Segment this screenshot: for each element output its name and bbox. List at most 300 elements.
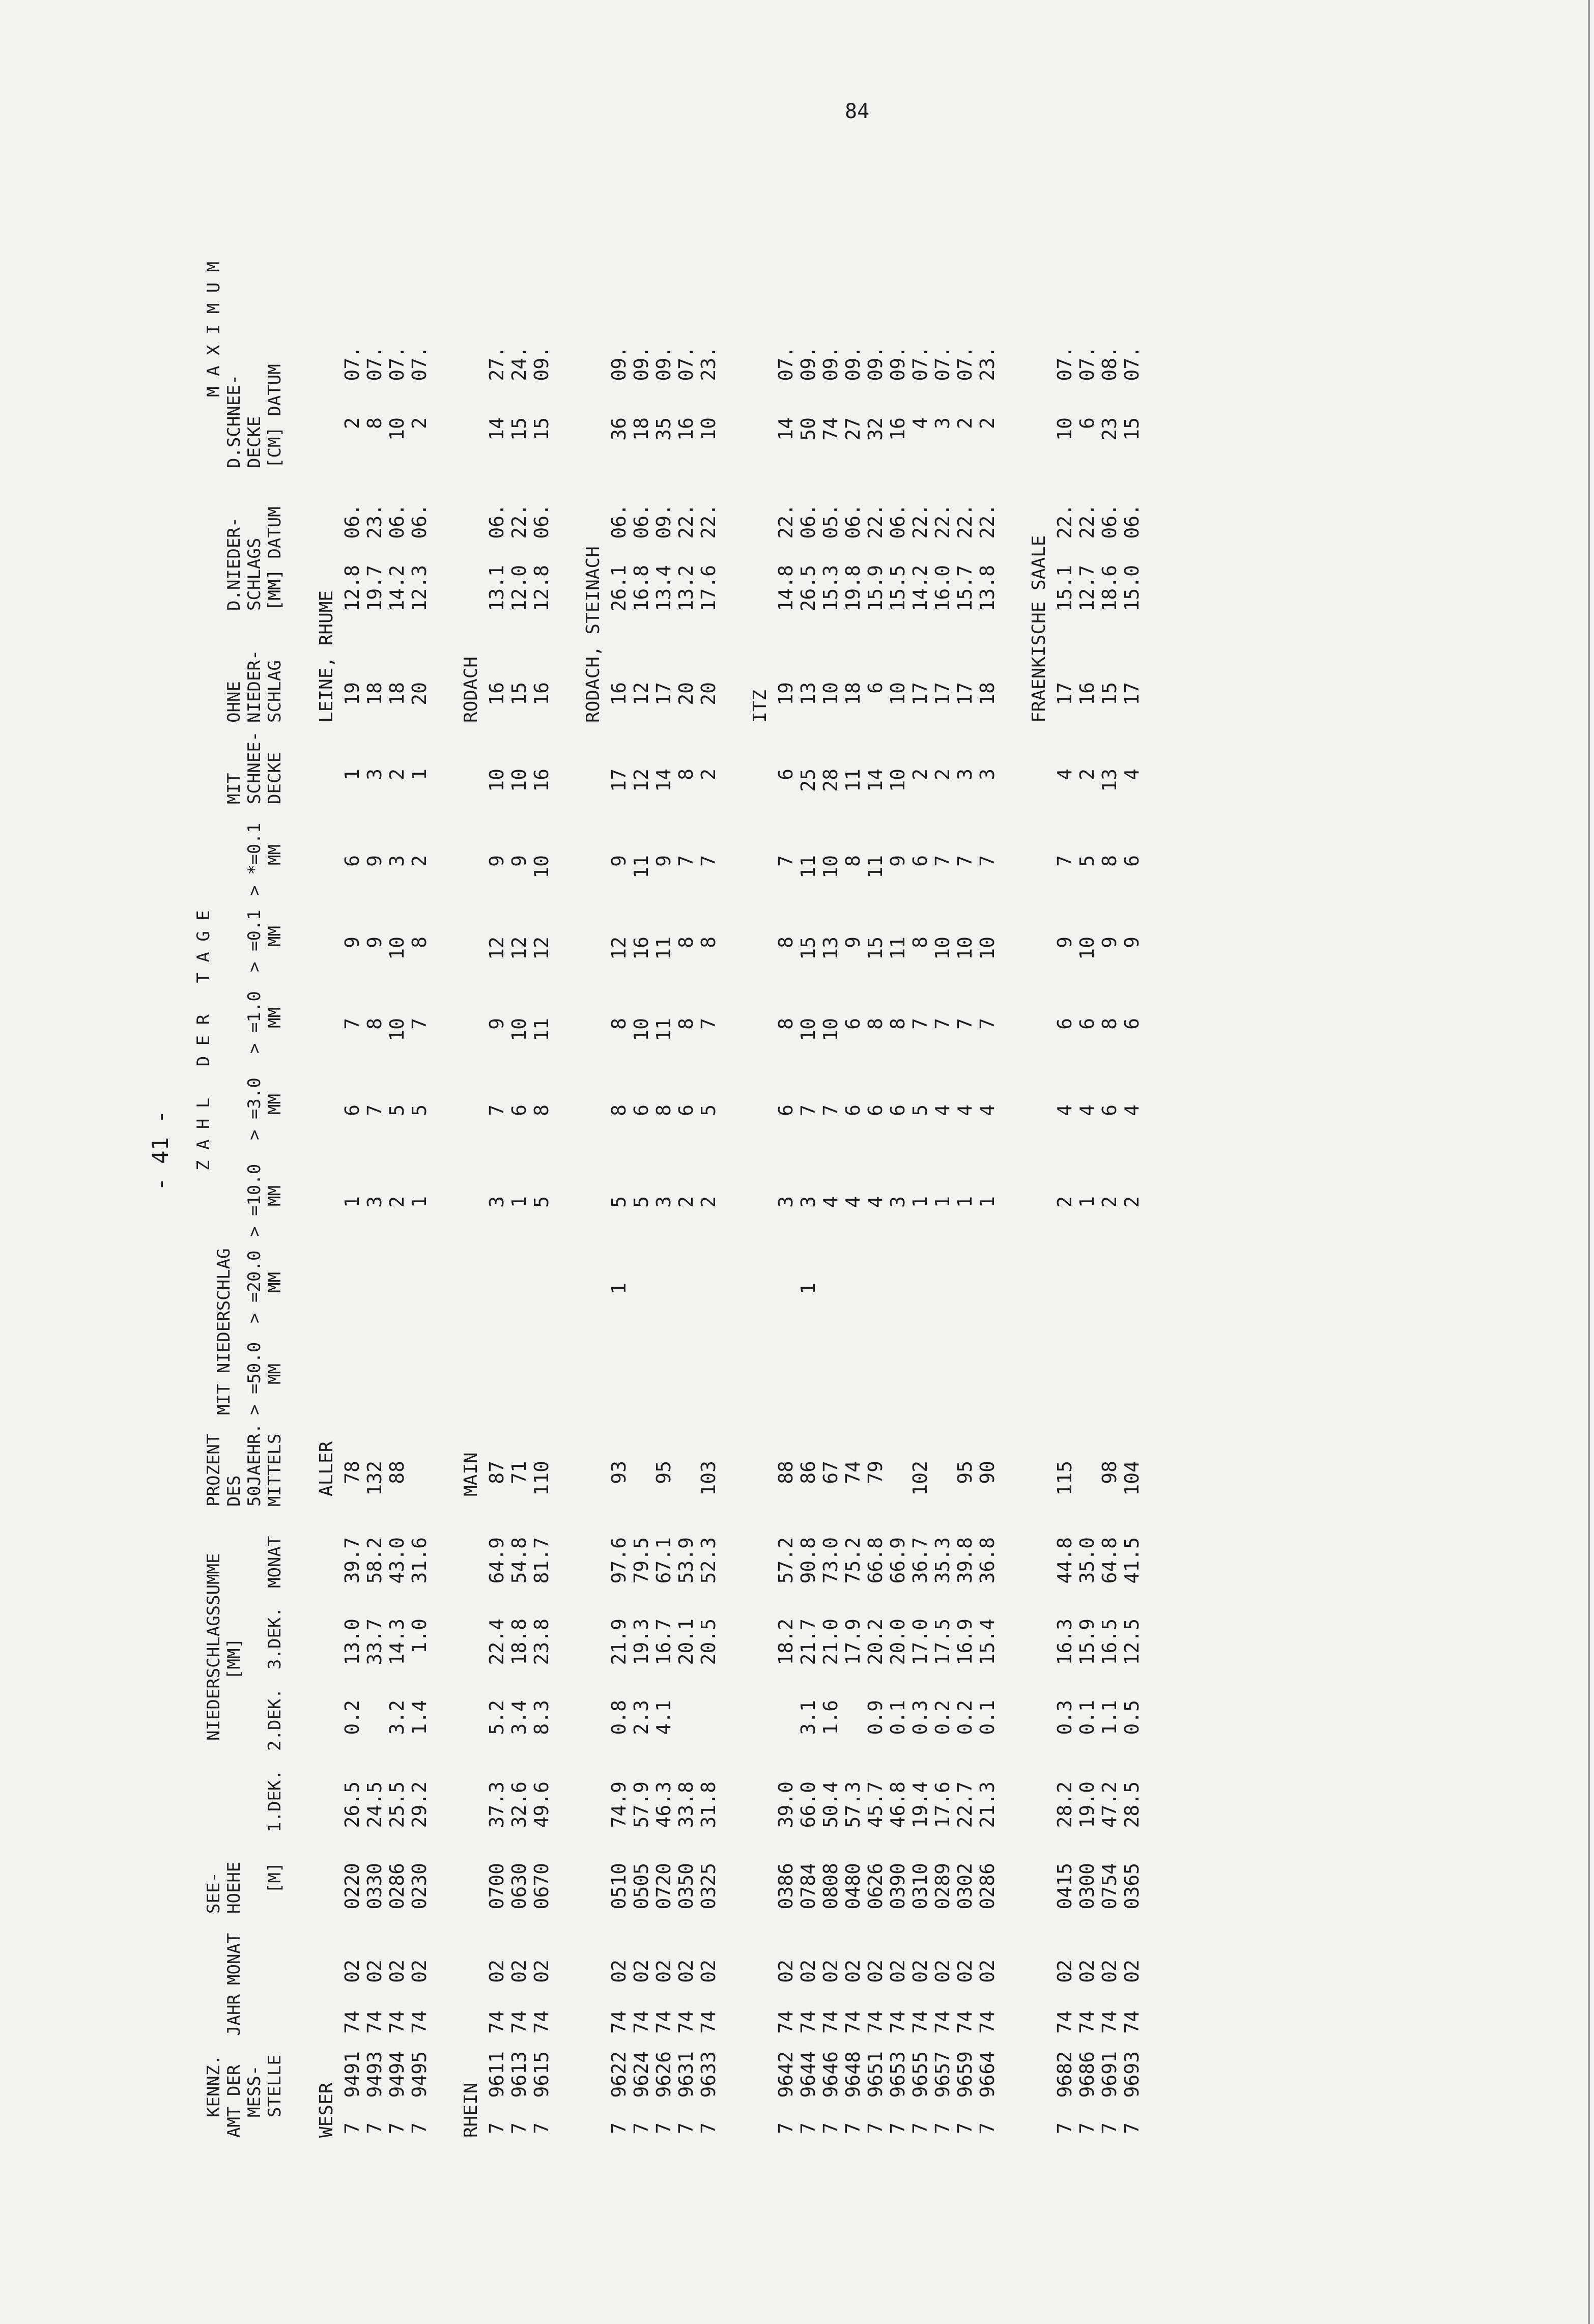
table-row [486,10,508,2138]
cell-c01: 12 [508,937,530,960]
cell-maxn-d: 09. [652,504,675,539]
header-prozent: PROZENT [204,1433,224,1507]
cell-c01b: 7 [775,855,797,867]
cell-stelle: 9691 [1098,2051,1121,2098]
cell-c3: 6 [775,1104,797,1116]
cell-d1: 57.3 [842,1781,864,1828]
cell-m: 73.0 [819,1537,842,1584]
cell-c3: 5 [386,1104,408,1116]
cell-amt: 7 [1098,2122,1121,2134]
cell-c3: 7 [363,1104,386,1116]
cell-schnee: 10 [887,769,909,792]
cell-maxs: 50 [797,417,819,441]
cell-maxs: 2 [976,417,999,429]
cell-maxn-d: 06. [797,504,819,539]
header-d-nieder: D.NIEDER- SCHLAGS [224,517,265,611]
cell-c3: 6 [842,1104,864,1116]
cell-ohne: 18 [386,682,408,705]
cell-c01: 12 [608,937,630,960]
cell-c10: 3 [363,1196,386,1208]
cell-hoehe: 0286 [386,1863,408,1910]
cell-maxn-d: 22. [508,504,530,539]
header-monat2: MONAT [265,1536,285,1588]
cell-maxn-d: 22. [697,504,720,539]
table-row [1098,10,1121,2138]
cell-hoehe: 0230 [408,1863,431,1910]
cell-maxs: 35 [652,417,675,441]
cell-d2: 2.3 [630,1700,652,1735]
cell-maxs-d: 07. [363,346,386,381]
cell-maxs-d: 09. [864,346,887,381]
cell-maxs: 16 [675,417,697,441]
cell-ohne: 20 [697,682,720,705]
cell-maxs: 2 [954,417,976,429]
cell-maxs-d: 08. [1098,346,1121,381]
cell-c1: 7 [909,1018,931,1030]
cell-d1: 39.0 [775,1781,797,1828]
cell-c01: 13 [819,937,842,960]
cell-maxs-d: 07. [1076,346,1098,381]
cell-schnee: 11 [842,769,864,792]
cell-hoehe: 0784 [797,1863,819,1910]
cell-d2: 0.2 [931,1700,954,1735]
cell-maxn: 18.6 [1098,565,1121,612]
river-label: RHEIN [461,2082,481,2138]
header-c01b: > *=0.1 [244,823,265,896]
header-kennz: KENNZ. [204,2055,224,2117]
cell-maxn: 15.3 [819,565,842,612]
cell-maxs: 14 [486,417,508,441]
cell-ohne: 16 [486,682,508,705]
cell-stelle: 9686 [1076,2051,1098,2098]
cell-monat: 02 [608,1960,630,1983]
cell-jahr: 74 [1076,2010,1098,2034]
cell-monat: 02 [630,1960,652,1983]
header-mm-6: MM [265,926,285,947]
cell-c10: 4 [842,1196,864,1208]
cell-maxn-d: 06. [386,504,408,539]
cell-d1: 50.4 [819,1781,842,1828]
cell-m: 44.8 [1054,1537,1076,1584]
header-50jahr: 50JAEHR. [244,1423,265,1507]
cell-ohne: 20 [675,682,697,705]
cell-amt: 7 [1076,2122,1098,2134]
cell-d1: 46.3 [652,1781,675,1828]
cell-amt: 7 [608,2122,630,2134]
cell-d2: 8.3 [530,1700,553,1735]
cell-d3: 15.9 [1076,1619,1098,1665]
cell-maxs: 15 [530,417,553,441]
cell-m: 66.8 [864,1537,887,1584]
cell-stelle: 9651 [864,2051,887,2098]
cell-proz: 102 [909,1461,931,1496]
cell-maxn-d: 06. [1121,504,1143,539]
cell-c01b: 9 [887,855,909,867]
cell-c01: 11 [652,937,675,960]
header-mm-1: MM [265,1364,285,1384]
header-mittels: MITTELS [265,1433,285,1507]
table-row [1121,10,1143,2138]
cell-maxn-d: 22. [909,504,931,539]
cell-proz: 103 [697,1461,720,1496]
cell-ohne: 17 [931,682,954,705]
cell-d1: 32.6 [508,1781,530,1828]
cell-maxs-d: 07. [386,346,408,381]
cell-maxs: 15 [508,417,530,441]
group-spacer [720,10,744,2138]
cell-maxn: 12.8 [341,565,363,612]
cell-proz: 95 [954,1461,976,1484]
cell-schnee: 13 [1098,769,1121,792]
cell-d3: 21.9 [608,1619,630,1665]
cell-c01b: 9 [652,855,675,867]
cell-maxn: 26.5 [797,565,819,612]
cell-ohne: 18 [976,682,999,705]
cell-proz: 132 [363,1461,386,1496]
cell-hoehe: 0289 [931,1863,954,1910]
table-row [797,10,819,2138]
cell-c01: 10 [954,937,976,960]
group-spacer [999,10,1023,2138]
cell-monat: 02 [697,1960,720,1983]
cell-c01: 8 [408,937,431,948]
table-row [408,10,431,2138]
cell-stelle: 9693 [1121,2051,1143,2098]
header-c1: > =1.0 [244,991,265,1054]
cell-hoehe: 0220 [341,1863,363,1910]
cell-amt: 7 [887,2122,909,2134]
table-row [1076,10,1098,2138]
cell-monat: 02 [797,1960,819,1983]
cell-maxn-d: 06. [486,504,508,539]
cell-d3: 16.5 [1098,1619,1121,1665]
header-mm-7: MM [265,844,285,865]
cell-maxs: 8 [363,417,386,429]
cell-maxn: 13.8 [976,565,999,612]
cell-schnee: 17 [608,769,630,792]
cell-maxn-d: 06. [408,504,431,539]
cell-schnee: 8 [675,769,697,780]
cell-monat: 02 [508,1960,530,1983]
cell-c10: 1 [954,1196,976,1208]
cell-monat: 02 [652,1960,675,1983]
cell-c01b: 9 [486,855,508,867]
cell-c3: 4 [954,1104,976,1116]
cell-c1: 8 [363,1018,386,1030]
cell-c01b: 7 [931,855,954,867]
header-mit-niederschlag: MIT NIEDERSCHLAG [214,1248,234,1415]
cell-amt: 7 [976,2122,999,2134]
subbasin-label: RODACH, STEINACH [583,546,604,723]
cell-d1: 28.2 [1054,1781,1076,1828]
cell-monat: 02 [386,1960,408,1983]
cell-amt: 7 [909,2122,931,2134]
cell-maxn: 12.0 [508,565,530,612]
cell-monat: 02 [1076,1960,1098,1983]
cell-c1: 6 [1076,1018,1098,1030]
cell-c10: 4 [819,1196,842,1208]
cell-ohne: 15 [1098,682,1121,705]
cell-c1: 8 [1098,1018,1121,1030]
cell-ohne: 13 [797,682,819,705]
cell-schnee: 1 [408,769,431,780]
header-c10: > =10.0 [244,1164,265,1237]
cell-d2: 1.6 [819,1700,842,1735]
cell-stelle: 9682 [1054,2051,1076,2098]
cell-monat: 02 [363,1960,386,1983]
cell-c01: 12 [530,937,553,960]
cell-schnee: 16 [530,769,553,792]
cell-maxs-d: 09. [887,346,909,381]
cell-c01b: 10 [819,855,842,878]
cell-d2: 0.3 [909,1700,931,1735]
cell-hoehe: 0310 [909,1863,931,1910]
cell-amt: 7 [1121,2122,1143,2134]
cell-c1: 10 [797,1018,819,1041]
table-row [630,10,652,2138]
cell-maxn: 19.8 [842,565,864,612]
cell-monat: 02 [1054,1960,1076,1983]
cell-maxn: 14.8 [775,565,797,612]
cell-monat: 02 [842,1960,864,1983]
group-header [455,10,486,2138]
cell-amt: 7 [675,2122,697,2134]
table-row [909,10,931,2138]
cell-c01b: 6 [341,855,363,867]
cell-d2: 1.4 [408,1700,431,1735]
cell-d2: 0.5 [1121,1700,1143,1735]
cell-c1: 10 [630,1018,652,1041]
cell-jahr: 74 [675,2010,697,2034]
cell-schnee: 28 [819,769,842,792]
cell-m: 35.0 [1076,1537,1098,1584]
table-row [864,10,887,2138]
cell-d3: 19.3 [630,1619,652,1665]
cell-maxs: 16 [887,417,909,441]
cell-c01: 8 [909,937,931,948]
cell-ohne: 10 [887,682,909,705]
cell-maxn: 13.1 [486,565,508,612]
cell-proz: 88 [386,1461,408,1484]
cell-d1: 25.5 [386,1781,408,1828]
cell-maxs-d: 09. [530,346,553,381]
cell-stelle: 9491 [341,2051,363,2098]
cell-maxn: 15.9 [864,565,887,612]
cell-c01b: 11 [797,855,819,878]
cell-m: 79.5 [630,1537,652,1584]
cell-jahr: 74 [508,2010,530,2034]
cell-ohne: 18 [842,682,864,705]
header-maximum: M A X I M U M [204,261,224,397]
cell-d1: 28.5 [1121,1781,1143,1828]
cell-m: 52.3 [697,1537,720,1584]
header-ohne-nieder: OHNE NIEDER- SCHLAG [224,649,285,723]
cell-jahr: 74 [864,2010,887,2034]
cell-maxs: 10 [697,417,720,441]
cell-c01b: 8 [1098,855,1121,867]
cell-c1: 6 [1121,1018,1143,1030]
cell-c3: 5 [697,1104,720,1116]
cell-c10: 2 [1121,1196,1143,1208]
header-mm-datum: [MM] DATUM [265,506,285,611]
cell-maxn-d: 06. [842,504,864,539]
table-row [530,10,553,2138]
cell-maxs-d: 09. [608,346,630,381]
cell-d2: 0.9 [864,1700,887,1735]
header-zahl-der-tage: Z A H L D E R T A G E [193,910,214,1171]
cell-hoehe: 0670 [530,1863,553,1910]
cell-c1: 7 [976,1018,999,1030]
cell-ohne: 10 [819,682,842,705]
header-mm-5: MM [265,1007,285,1028]
cell-amt: 7 [363,2122,386,2134]
cell-stelle: 9664 [976,2051,999,2098]
cell-maxs-d: 23. [697,346,720,381]
header-mm-4: MM [265,1094,285,1115]
cell-c01: 16 [630,937,652,960]
cell-d3: 21.7 [797,1619,819,1665]
cell-schnee: 2 [386,769,408,780]
cell-jahr: 74 [819,2010,842,2034]
cell-stelle: 9657 [931,2051,954,2098]
cell-ohne: 20 [408,682,431,705]
cell-maxs: 14 [775,417,797,441]
cell-jahr: 74 [341,2010,363,2034]
cell-c10: 3 [887,1196,909,1208]
header-dek3: 3.DEK. [265,1607,285,1669]
cell-proz: 67 [819,1461,842,1484]
cell-jahr: 74 [486,2010,508,2034]
cell-maxs: 74 [819,417,842,441]
cell-c10: 1 [976,1196,999,1208]
cell-schnee: 3 [976,769,999,780]
cell-maxn: 12.8 [530,565,553,612]
cell-jahr: 74 [797,2010,819,2034]
cell-ohne: 17 [652,682,675,705]
cell-amt: 7 [954,2122,976,2134]
cell-hoehe: 0720 [652,1863,675,1910]
cell-monat: 02 [976,1960,999,1983]
cell-d1: 29.2 [408,1781,431,1828]
cell-m: 75.2 [842,1537,864,1584]
cell-d3: 22.4 [486,1619,508,1665]
cell-c10: 5 [530,1196,553,1208]
table-row [341,10,363,2138]
cell-d3: 20.1 [675,1619,697,1665]
cell-jahr: 74 [1098,2010,1121,2034]
cell-schnee: 10 [508,769,530,792]
table-row [363,10,386,2138]
cell-c10: 1 [909,1196,931,1208]
rotated-table [148,10,1593,2138]
cell-stelle: 9646 [819,2051,842,2098]
cell-hoehe: 0386 [775,1863,797,1910]
cell-ohne: 18 [363,682,386,705]
cell-c10: 1 [408,1196,431,1208]
cell-c01b: 9 [363,855,386,867]
cell-schnee: 2 [1076,769,1098,780]
cell-hoehe: 0754 [1098,1863,1121,1910]
cell-m: 31.6 [408,1537,431,1584]
cell-c1: 6 [1054,1018,1076,1030]
table-body [310,10,1168,2138]
table-header [193,10,295,2138]
header-mess: MESS- [244,2065,265,2117]
cell-hoehe: 0325 [697,1863,720,1910]
table-row [652,10,675,2138]
cell-jahr: 74 [954,2010,976,2034]
cell-c01: 10 [976,937,999,960]
header-hoehe: HOEHE [224,1861,244,1914]
table-row [608,10,630,2138]
header-stelle: STELLE [265,2055,285,2117]
cell-monat: 02 [931,1960,954,1983]
cell-d2: 4.1 [652,1700,675,1735]
cell-c1: 11 [530,1018,553,1041]
cell-maxn-d: 22. [976,504,999,539]
cell-d1: 37.3 [486,1781,508,1828]
cell-m: 64.9 [486,1537,508,1584]
cell-maxs: 10 [1054,417,1076,441]
cell-monat: 02 [1121,1960,1143,1983]
cell-c3: 4 [1054,1104,1076,1116]
cell-c10: 2 [1054,1196,1076,1208]
cell-maxn-d: 22. [675,504,697,539]
cell-d3: 12.5 [1121,1619,1143,1665]
cell-c1: 7 [341,1018,363,1030]
cell-maxn-d: 23. [363,504,386,539]
cell-amt: 7 [630,2122,652,2134]
cell-maxn: 13.4 [652,565,675,612]
cell-proz: 95 [652,1461,675,1484]
cell-d2: 1.1 [1098,1700,1121,1735]
cell-maxs-d: 09. [842,346,864,381]
cell-maxn-d: 06. [530,504,553,539]
cell-amt: 7 [530,2122,553,2134]
cell-c01b: 7 [976,855,999,867]
cell-stelle: 9611 [486,2051,508,2098]
cell-c3: 7 [486,1104,508,1116]
cell-maxn: 12.3 [408,565,431,612]
cell-c01: 15 [797,937,819,960]
cell-d3: 17.0 [909,1619,931,1665]
group-spacer [1143,10,1168,2138]
cell-hoehe: 0286 [976,1863,999,1910]
cell-hoehe: 0626 [864,1863,887,1910]
cell-d1: 49.6 [530,1781,553,1828]
group-spacer [431,10,455,2138]
cell-m: 64.8 [1098,1537,1121,1584]
cell-c01: 12 [486,937,508,960]
table-row [386,10,408,2138]
header-mm-2: MM [265,1272,285,1293]
cell-c01b: 2 [408,855,431,867]
cell-proz: 87 [486,1461,508,1484]
cell-d2: 0.1 [887,1700,909,1735]
subbasin-label: RODACH [461,656,481,723]
cell-m: 81.7 [530,1537,553,1584]
cell-c01: 9 [1121,937,1143,948]
cell-maxn: 15.5 [887,565,909,612]
cell-schnee: 3 [954,769,976,780]
cell-schnee: 14 [864,769,887,792]
cell-monat: 02 [864,1960,887,1983]
cell-c3: 6 [1098,1104,1121,1116]
cell-c1: 7 [931,1018,954,1030]
cell-d3: 13.0 [341,1619,363,1665]
cell-c1: 11 [652,1018,675,1041]
cell-hoehe: 0350 [675,1863,697,1910]
